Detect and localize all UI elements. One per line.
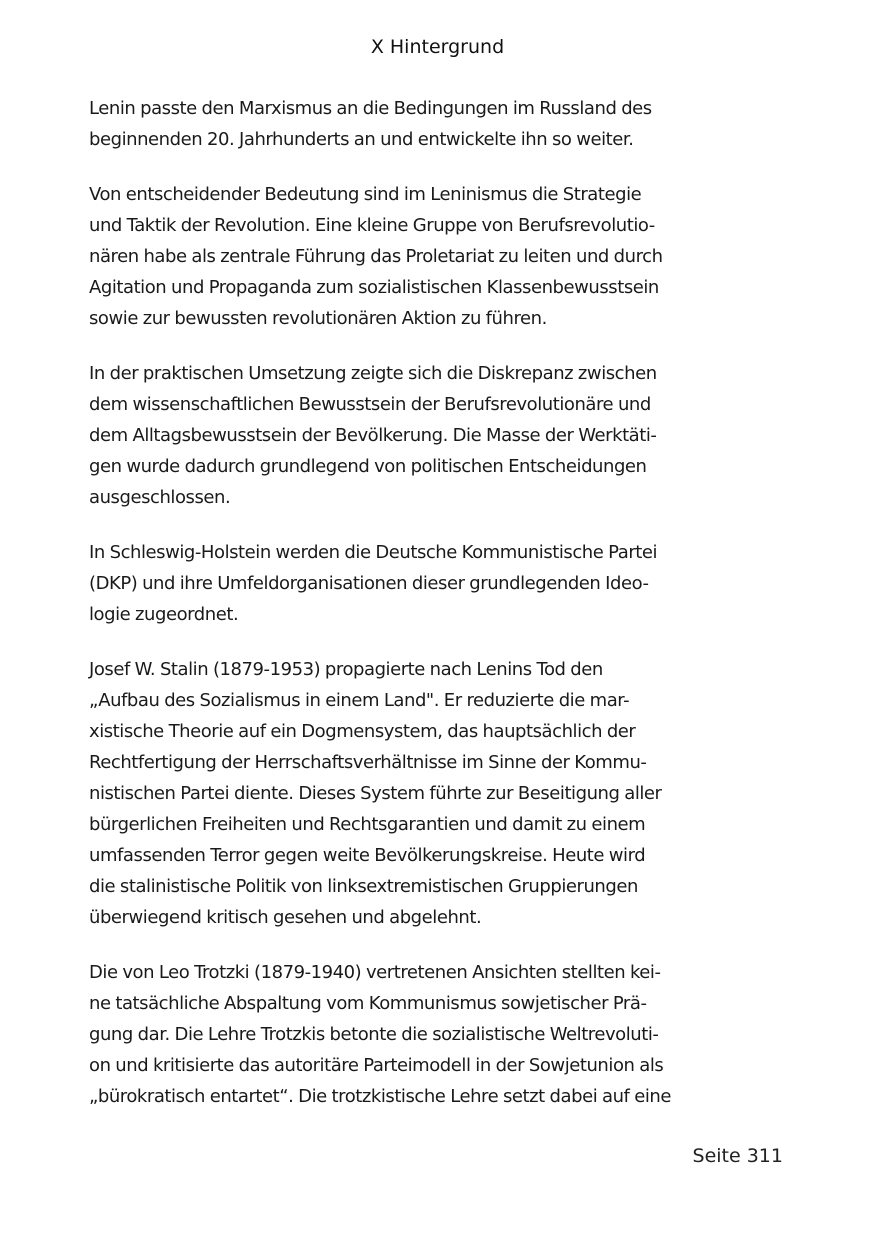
text-line: In der praktischen Umsetzung zeigte sich die Diskrepanz zwischen — [89, 363, 657, 384]
text-line: ne tatsächliche Abspaltung vom Kommunismus sowjetischer Prä- — [89, 993, 647, 1014]
text-line: Die von Leo Trotzki (1879-1940) vertretenen Ansichten stellten kei- — [89, 962, 661, 983]
page-number: Seite 311 — [692, 1145, 783, 1167]
text-line: In Schleswig-Holstein werden die Deutsche Kommunistische Partei — [89, 542, 658, 563]
text-line: logie zugeordnet. — [89, 604, 239, 625]
paragraph — [89, 537, 729, 630]
text-line: beginnenden 20. Jahrhunderts an und entwickelte ihn so weiter. — [89, 129, 634, 150]
text-line: xistische Theorie auf ein Dogmensystem, das hauptsächlich der — [89, 721, 636, 742]
text-line: „bürokratisch entartet“. Die trotzkistische Lehre setzt dabei auf eine — [89, 1086, 671, 1107]
text-line: Lenin passte den Marxismus an die Bedingungen im Russland des — [89, 98, 652, 119]
text-line: nären habe als zentrale Führung das Proletariat zu leiten und durch — [89, 246, 663, 267]
text-line: und Taktik der Revolution. Eine kleine Gruppe von Berufsrevolutio- — [89, 215, 655, 236]
text-line: sowie zur bewussten revolutionären Aktion zu führen. — [89, 308, 547, 329]
text-line: ausgeschlossen. — [89, 487, 231, 508]
text-line: Agitation und Propaganda zum sozialistischen Klassenbewusstsein — [89, 277, 659, 298]
text-line: überwiegend kritisch gesehen und abgelehnt. — [89, 907, 482, 928]
text-line: umfassenden Terror gegen weite Bevölkerungskreise. Heute wird — [89, 845, 646, 866]
text-line: gung dar. Die Lehre Trotzkis betonte die sozialistische Weltrevoluti- — [89, 1024, 659, 1045]
body-text — [89, 93, 729, 1136]
text-line: „Aufbau des Sozialismus in einem Land". Er reduzierte die mar- — [89, 690, 630, 711]
text-line: dem wissenschaftlichen Bewusstsein der Berufsrevolutionäre und — [89, 394, 651, 415]
chapter-header: X Hintergrund — [370, 36, 505, 58]
text-line: Josef W. Stalin (1879-1953) propagierte nach Lenins Tod den — [89, 659, 603, 680]
paragraph — [89, 654, 729, 933]
text-line: Von entscheidender Bedeutung sind im Leninismus die Strategie — [89, 184, 642, 205]
text-line: nistischen Partei diente. Dieses System führte zur Beseitigung aller — [89, 783, 662, 804]
paragraph — [89, 358, 729, 513]
text-line: (DKP) und ihre Umfeldorganisationen dieser grundlegenden Ideo- — [89, 573, 649, 594]
text-line: bürgerlichen Freiheiten und Rechtsgarantien und damit zu einem — [89, 814, 646, 835]
text-line: on und kritisierte das autoritäre Parteimodell in der Sowjetunion als — [89, 1055, 664, 1076]
text-line: die stalinistische Politik von linksextremistischen Gruppierungen — [89, 876, 638, 897]
paragraph — [89, 957, 729, 1112]
paragraph — [89, 93, 729, 155]
text-line: gen wurde dadurch grundlegend von politischen Entscheidungen — [89, 456, 647, 477]
text-line: dem Alltagsbewusstsein der Bevölkerung. Die Masse der Werktäti- — [89, 425, 657, 446]
text-line: Rechtfertigung der Herrschaftsverhältnisse im Sinne der Kommu- — [89, 752, 647, 773]
paragraph — [89, 179, 729, 334]
